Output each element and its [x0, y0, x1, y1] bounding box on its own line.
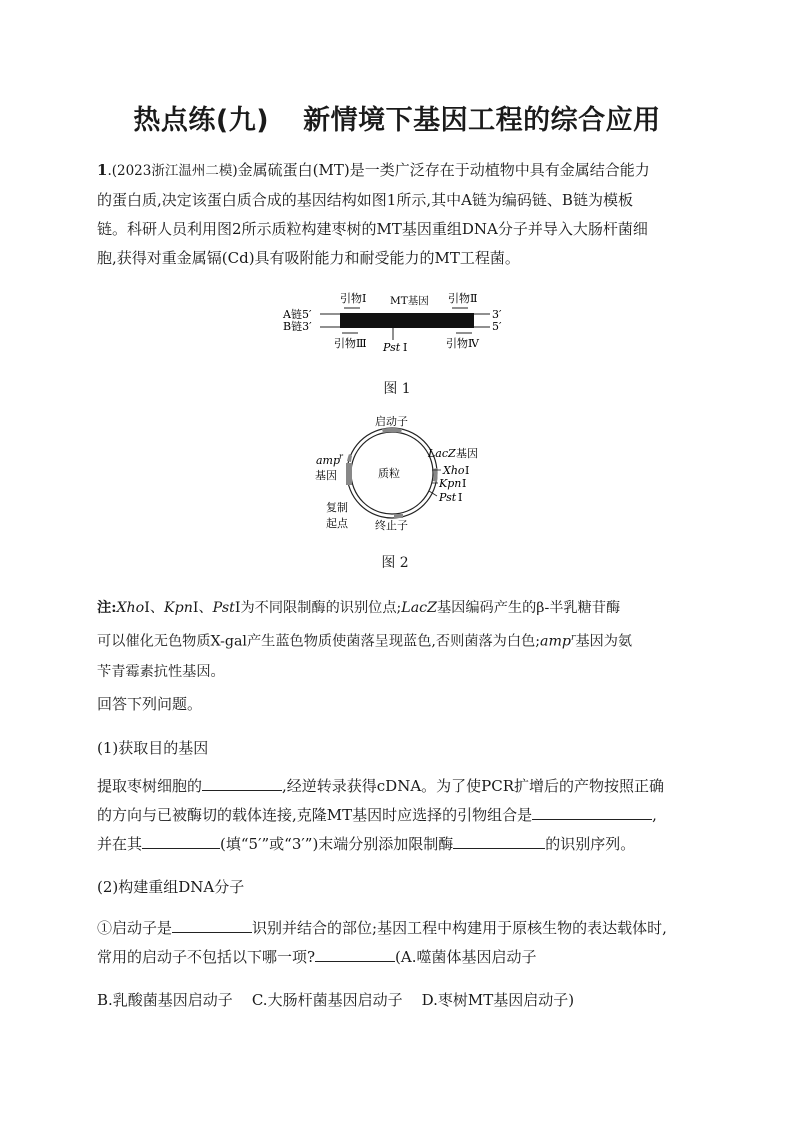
- note-xho: Xho: [116, 600, 145, 616]
- primer-4-label: 引物Ⅳ: [446, 337, 479, 350]
- note-kpn-numeral: Ⅰ: [192, 600, 199, 616]
- sub2-body: [97, 914, 697, 972]
- note-lacz: LacZ: [401, 600, 437, 616]
- stem-line1: 金属硫蛋白(MT)是一类广泛存在于动植物中具有金属结合能力: [237, 161, 650, 179]
- promoter-label: 启动子: [375, 415, 408, 428]
- b-strand-end: 5′: [492, 320, 502, 333]
- xho-label: Xho: [443, 464, 465, 477]
- question-source: .(2023浙江温州二模): [107, 163, 238, 179]
- primer-2-label: 引物Ⅱ: [448, 292, 478, 305]
- sub2-line2-a: 常用的启动子不包括以下哪一项?: [97, 948, 316, 966]
- stem-line4: 胞,获得对重金属镉(Cd)具有吸附能力和耐受能力的MT工程菌。: [97, 249, 520, 267]
- kpn-numeral: Ⅰ: [462, 477, 467, 490]
- primer-3-label: 引物Ⅲ: [334, 337, 367, 350]
- note-amp: amp: [540, 633, 572, 650]
- blank-extract[interactable]: [202, 776, 282, 791]
- note-pst-numeral: Ⅰ: [234, 600, 241, 616]
- sub1-line3-c: 的识别序列。: [545, 835, 636, 853]
- blank-primer-combination[interactable]: [532, 805, 652, 820]
- sub2-options: B.乳酸菌基因启动子 C.大肠杆菌基因启动子 D.枣树MT基因启动子): [97, 991, 575, 1009]
- sub1-heading: (1)获取目的基因: [97, 739, 209, 757]
- plasmid-label: 质粒: [378, 467, 400, 480]
- title-part1: 热点练(九): [133, 105, 270, 136]
- primer-1-label: 引物Ⅰ: [340, 292, 367, 305]
- title-part2: 新情境下基因工程的综合应用: [303, 105, 661, 136]
- amp-gene-label: 基因: [315, 469, 337, 482]
- note-xho-numeral: Ⅰ: [144, 600, 150, 616]
- pst-numeral: Ⅰ: [458, 491, 463, 504]
- answer-prompt: 回答下列问题。: [97, 695, 203, 713]
- figure-1-caption: 图 1: [383, 381, 411, 397]
- figure-note: [97, 593, 697, 687]
- sub1-line3-a: 并在其: [97, 835, 143, 853]
- stem-line2: 的蛋白质,决定该蛋白质合成的基因结构如图1所示,其中A链为编码链、B链为模板: [97, 191, 633, 209]
- question-number: 1: [97, 161, 108, 179]
- pst-label: Pst: [383, 341, 401, 354]
- ori-label-line1: 复制: [326, 501, 348, 514]
- stem-line3: 链。科研人员利用图2所示质粒构建枣树的MT基因重组DNA分子并导入大肠杆菌细: [97, 220, 648, 238]
- blank-choice[interactable]: [315, 947, 395, 962]
- sub1-body: [97, 772, 697, 859]
- note-sep-2: 、: [198, 600, 213, 616]
- note-line1-mid: 为不同限制酶的识别位点;: [240, 600, 402, 616]
- sub2-heading: (2)构建重组DNA分子: [97, 878, 245, 896]
- sub2-line1-a: ①启动子是: [97, 919, 173, 937]
- note-amp-sup: r: [571, 633, 576, 643]
- figure-1-gene-diagram: [280, 286, 520, 356]
- sub1-line1-a: 提取枣树细胞的: [97, 777, 203, 795]
- pst-label: Pst: [439, 491, 457, 504]
- lacz-label: LacZ: [428, 447, 456, 460]
- note-line1-end: 基因编码产生的β-半乳糖苷酶: [436, 600, 621, 616]
- sub1-line2-b: ,: [652, 806, 657, 824]
- sub1-line1-b: ,经逆转录获得cDNA。为了使PCR扩增后的产物按照正确: [282, 777, 665, 795]
- mt-gene-block: [340, 313, 474, 328]
- kpn-label: Kpn: [439, 477, 462, 490]
- page-title: [0, 98, 794, 137]
- sub2-line2-b: (A.噬菌体基因启动子: [395, 948, 537, 966]
- note-sep-1: 、: [149, 600, 165, 616]
- sub1-line3-b: (填“5′”或“3′”)末端分别添加限制酶: [220, 835, 454, 853]
- question-1-stem: [97, 156, 697, 273]
- b-strand-label: B链3′: [283, 320, 312, 333]
- terminator-segment: [394, 514, 403, 518]
- terminator-label: 终止子: [375, 519, 408, 532]
- note-label: 注:: [97, 600, 117, 616]
- mt-gene-label: MT基因: [390, 295, 429, 307]
- note-line2-b: 基因为氨: [575, 633, 633, 650]
- sub2-line1-b: 识别并结合的部位;基因工程中构建用于原核生物的表达载体时,: [252, 919, 667, 937]
- amp-r-gene-segment: [346, 463, 352, 485]
- a-strand-label: A链5′: [283, 308, 312, 321]
- blank-enzyme[interactable]: [453, 834, 545, 849]
- amp-label: amp: [316, 454, 341, 467]
- note-kpn: Kpn: [164, 600, 193, 616]
- blank-promoter[interactable]: [172, 918, 252, 933]
- note-line2-a: 可以催化无色物质X-gal产生蓝色物质使菌落呈现蓝色,否则菌落为白色;: [97, 633, 541, 650]
- amp-superscript: r: [339, 452, 343, 461]
- ori-label-line2: 起点: [326, 517, 348, 530]
- blank-end[interactable]: [142, 834, 220, 849]
- lacz-suffix: 基因: [456, 447, 478, 460]
- note-line3: 苄青霉素抗性基因。: [97, 663, 225, 680]
- pst-numeral: Ⅰ: [403, 341, 408, 354]
- sub1-line2-a: 的方向与已被酶切的载体连接,克隆MT基因时应选择的引物组合是: [97, 806, 533, 824]
- figure-2-caption: 图 2: [381, 555, 409, 571]
- a-strand-end: 3′: [492, 308, 502, 321]
- figure-2-plasmid: [305, 408, 505, 538]
- xho-numeral: Ⅰ: [465, 464, 470, 477]
- note-pst: Pst: [212, 600, 235, 616]
